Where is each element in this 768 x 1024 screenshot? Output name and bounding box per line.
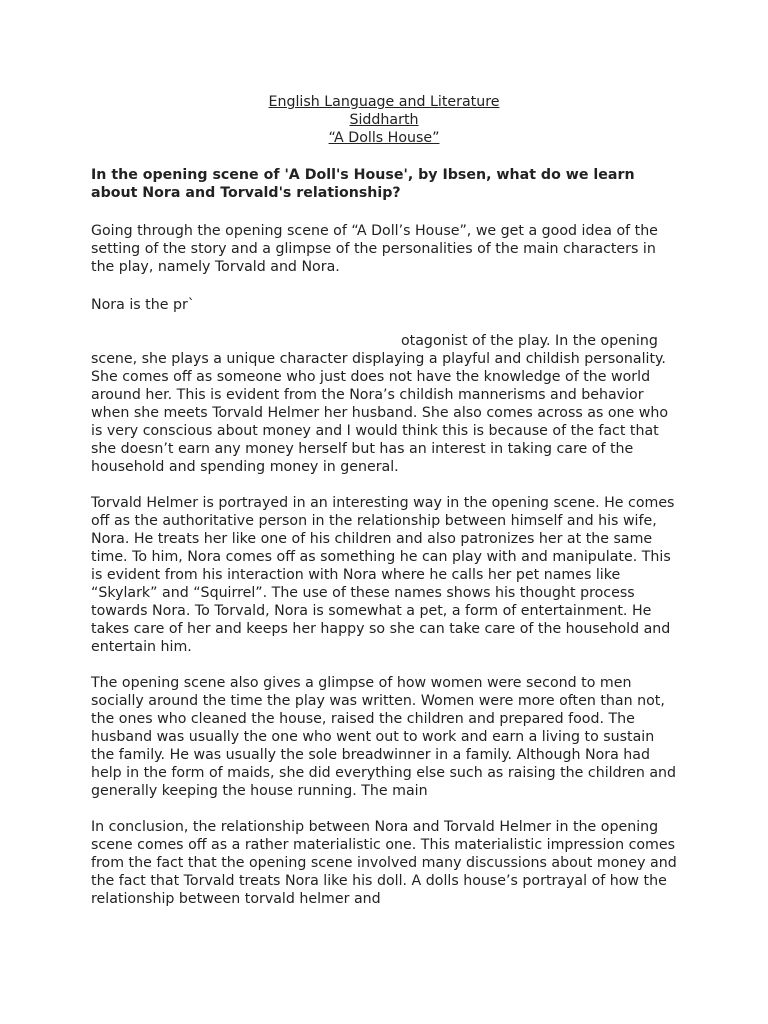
paragraph-torvald: Torvald Helmer is portrayed in an interesting way in the opening scene. He comes off as the authoritative person in the relationship between himself and his wife, Nora. He treats her like one of his children and also patronizes her at the same time. To him, Nora comes off as something he can play with and manipulate. This is evident from his interaction with Nora where he calls her pet names like “Skylark” and “Squirrel”. The use of these names shows his thought process towards Nora. To Torvald, Nora is somewhat a pet, a form of entertainment. He takes care of her and keeps her happy so she can take care of the household and entertain him. [91,495,675,655]
essay-question: In the opening scene of 'A Doll's House', by Ibsen, what do we learn about Nora and Torvald's relationship? [91,167,635,201]
course-title: English Language and Literature [268,94,500,110]
paragraph-intro: Going through the opening scene of “A Doll’s House”, we get a good idea of the setting of the story and a glimpse of the personalities of the main characters in the play, namely Torvald and Nora. [91,223,658,275]
paragraph-nora: otagonist of the play. In the opening scene, she plays a unique character displaying a playful and childish personality. She comes off as someone who just does not have the knowledge of the world around her. This is evident from the Nora’s childish mannerisms and behavior when she meets Torvald Helmer her husband. She also comes across as one who is very conscious about money and I would think this is because of the fact that she doesn’t earn any money herself but has an interest in taking care of the household and spending money in general. [91,333,669,475]
paragraph-conclusion: In conclusion, the relationship between Nora and Torvald Helmer in the opening scene comes off as a rather materialistic one. This materialistic impression comes from the fact that the opening scene involved many discussions about money and the fact that Torvald treats Nora like his doll. A dolls house’s portrayal of how the relationship between torvald helmer and [91,819,677,907]
paragraph-women: The opening scene also gives a glimpse of how women were second to men socially around the time the play was written. Women were more often than not, the ones who cleaned the house, raised the children and prepared food. The husband was usually the one who went out to work and earn a living to sustain the family. He was usually the sole breadwinner in a family. Although Nora had help in the form of maids, she did everything else such as raising the children and generally keeping the house running. The main [91,675,677,799]
author-name: Siddharth [349,112,419,128]
work-title: “A Dolls House” [328,130,440,146]
paragraph-nora-fragment: Nora is the pr` [91,297,195,313]
document-header [0,93,768,147]
document-body [91,166,681,926]
